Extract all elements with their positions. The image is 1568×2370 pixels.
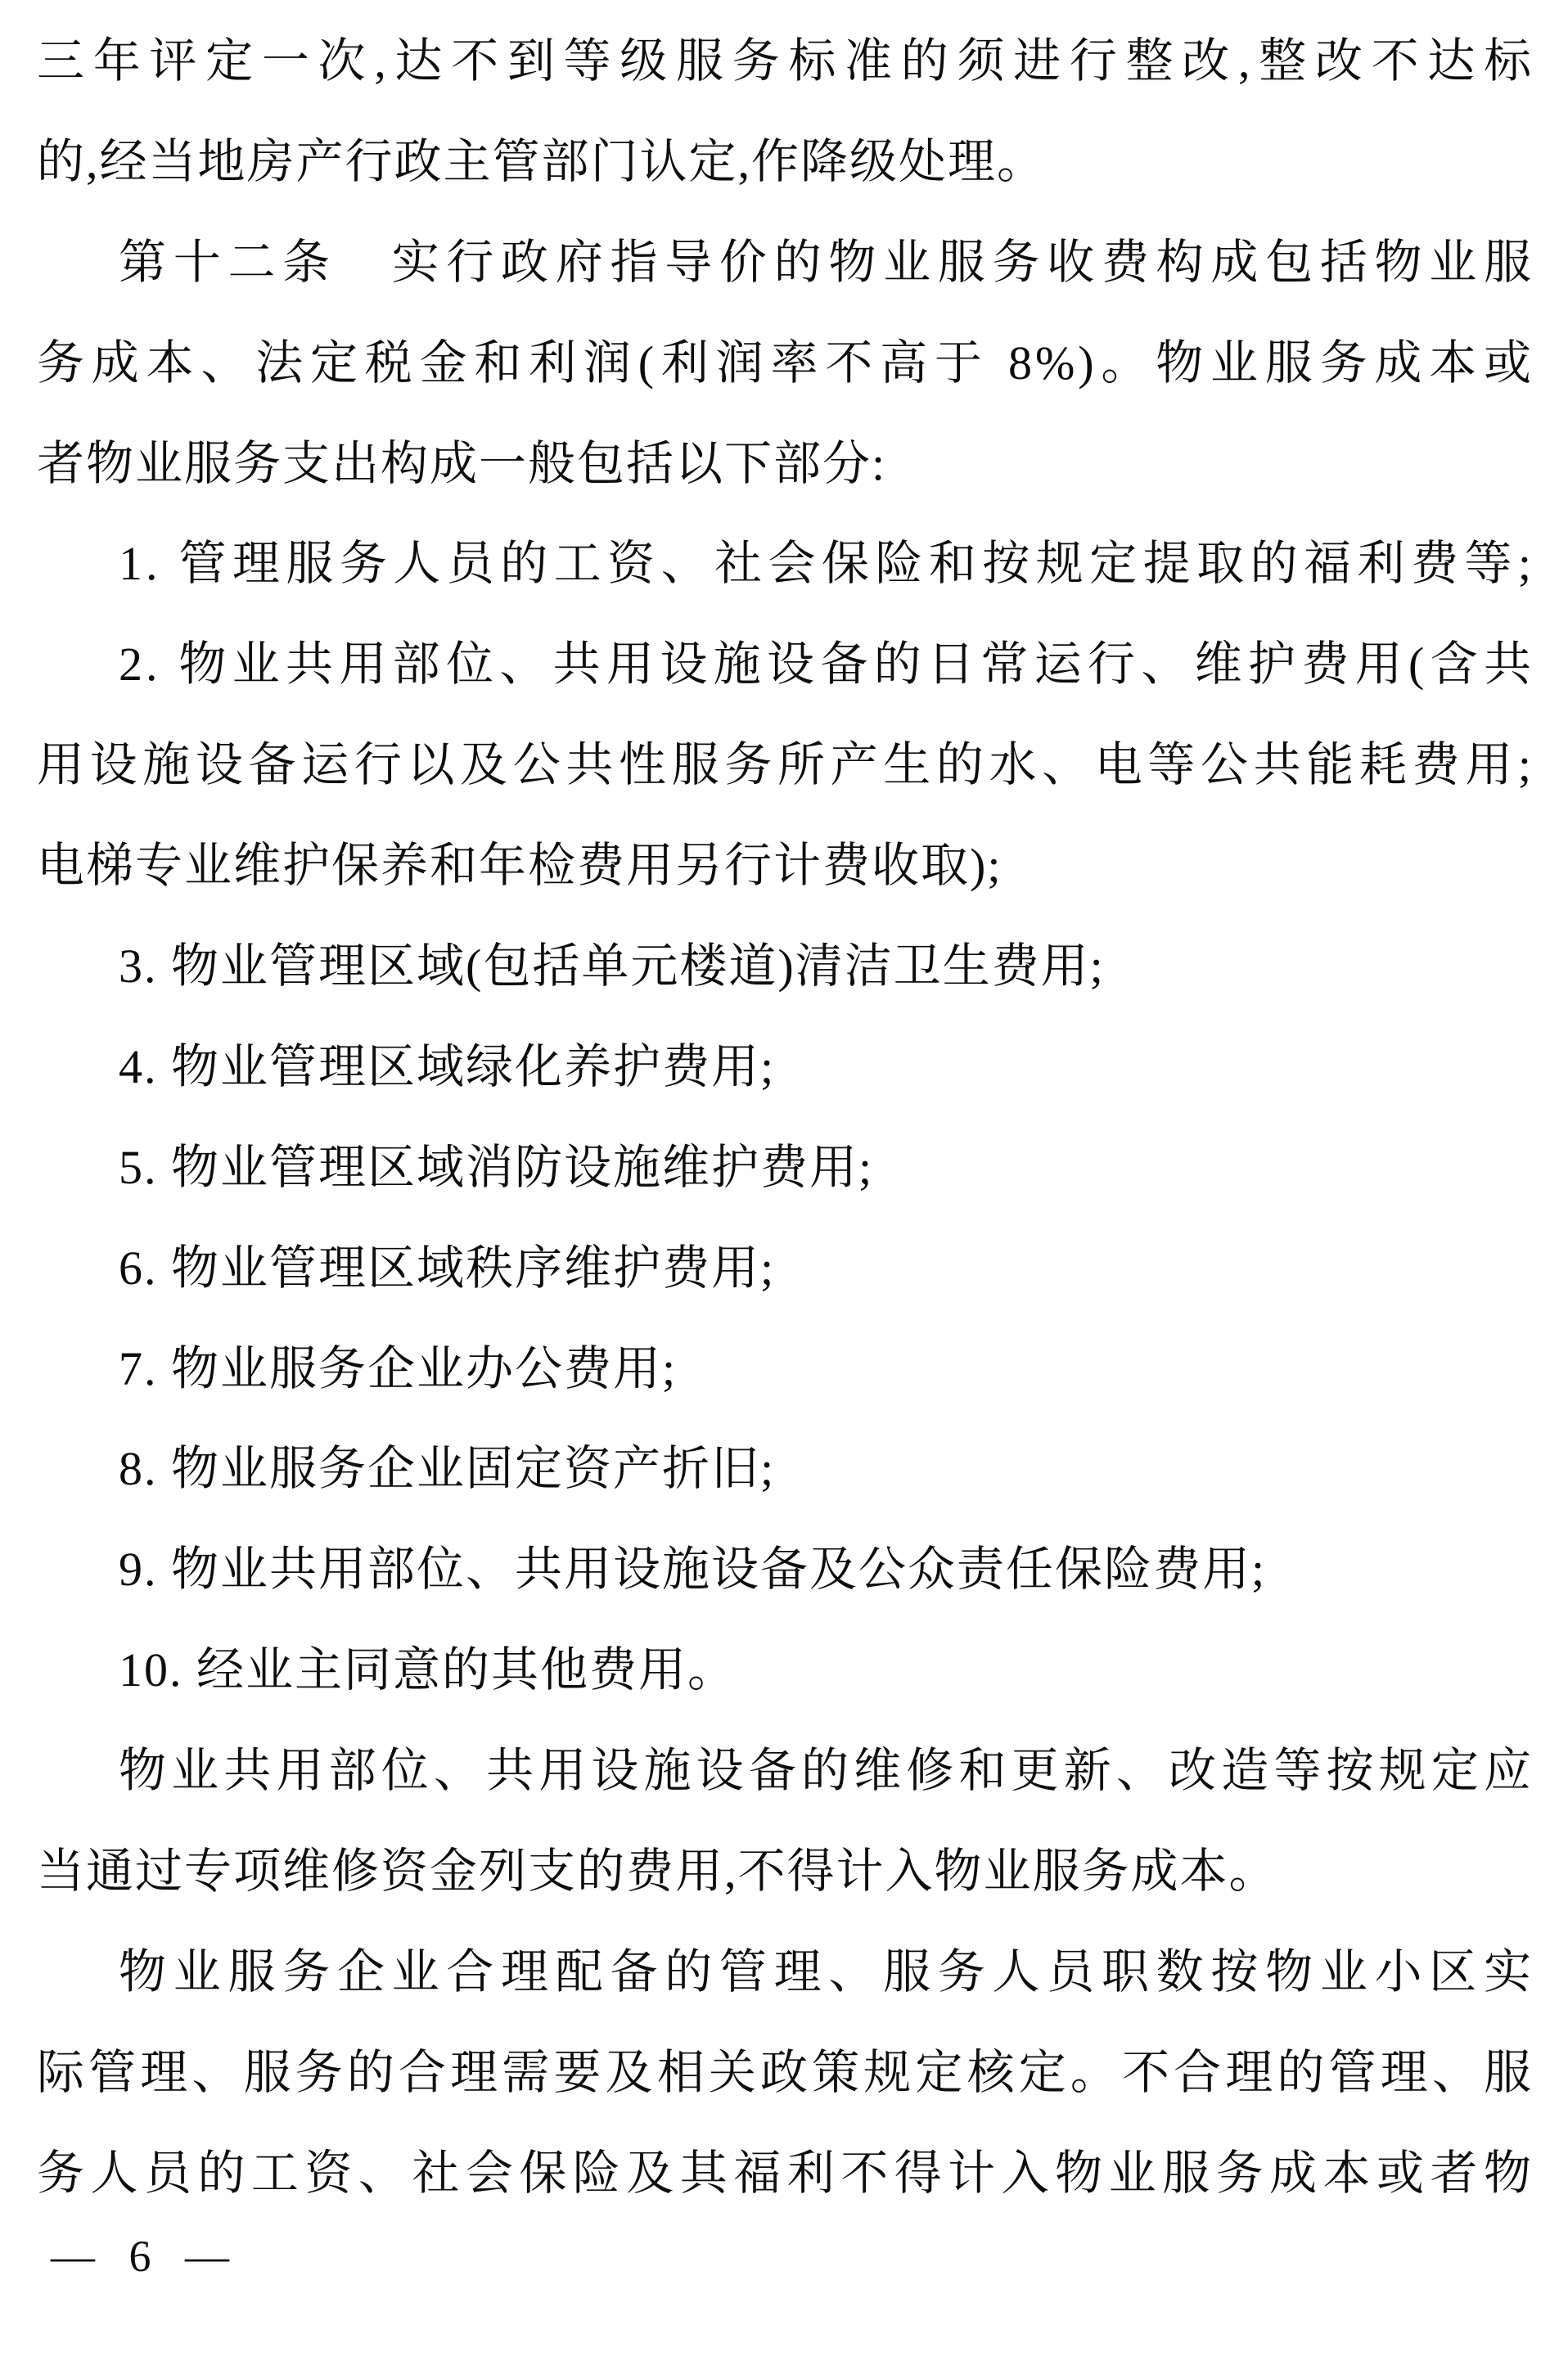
text-line: 务成本、法定税金和利润(利润率不高于 8%)。物业服务成本或	[37, 336, 1534, 390]
text-line: 用设施设备运行以及公共性服务所产生的水、电等公共能耗费用;	[37, 738, 1534, 792]
text-line: 际管理、服务的合理需要及相关政策规定核定。不合理的管理、服	[37, 2045, 1534, 2099]
text-line: 5. 物业管理区域消防设施维护费用;	[119, 1140, 874, 1194]
text-block	[37, 11, 1534, 2224]
text-line: 物业服务企业合理配备的管理、服务人员职数按物业小区实	[119, 1944, 1534, 1998]
text-line: 当通过专项维修资金列支的费用,不得计入物业服务成本。	[37, 1845, 1278, 1899]
text-line: 9. 物业共用部位、共用设施设备及公众责任保险费用;	[119, 1543, 1267, 1597]
text-line: 1. 管理服务人员的工资、社会保险和按规定提取的福利费等;	[119, 537, 1534, 591]
text-line: 3. 物业管理区域(包括单元楼道)清洁卫生费用;	[119, 939, 1105, 994]
text-line: 三年评定一次,达不到等级服务标准的须进行整改,整改不达标	[37, 34, 1534, 88]
text-line: 7. 物业服务企业办公费用;	[119, 1341, 678, 1395]
text-line: 4. 物业管理区域绿化养护费用;	[119, 1039, 776, 1093]
text-line: 8. 物业服务企业固定资产折旧;	[119, 1442, 776, 1496]
text-line: 务人员的工资、社会保险及其福利不得计入物业服务成本或者物	[37, 2146, 1534, 2200]
text-line: 物业共用部位、共用设施设备的维修和更新、改造等按规定应	[119, 1744, 1534, 1798]
text-line: 者物业服务支出构成一般包括以下部分:	[37, 436, 887, 490]
text-line: 2. 物业共用部位、共用设施设备的日常运行、维护费用(含共	[119, 638, 1534, 692]
text-line: 第十二条 实行政府指导价的物业服务收费构成包括物业服	[119, 235, 1534, 289]
text-line: 10. 经业主同意的其他费用。	[119, 1643, 737, 1697]
text-line: 6. 物业管理区域秩序维护费用;	[119, 1241, 776, 1295]
text-line: 的,经当地房产行政主管部门认定,作降级处理。	[37, 134, 1047, 188]
text-line: 电梯专业维护保养和年检费用另行计费收取);	[37, 839, 1003, 893]
page-number: — 6 —	[51, 2232, 234, 2281]
